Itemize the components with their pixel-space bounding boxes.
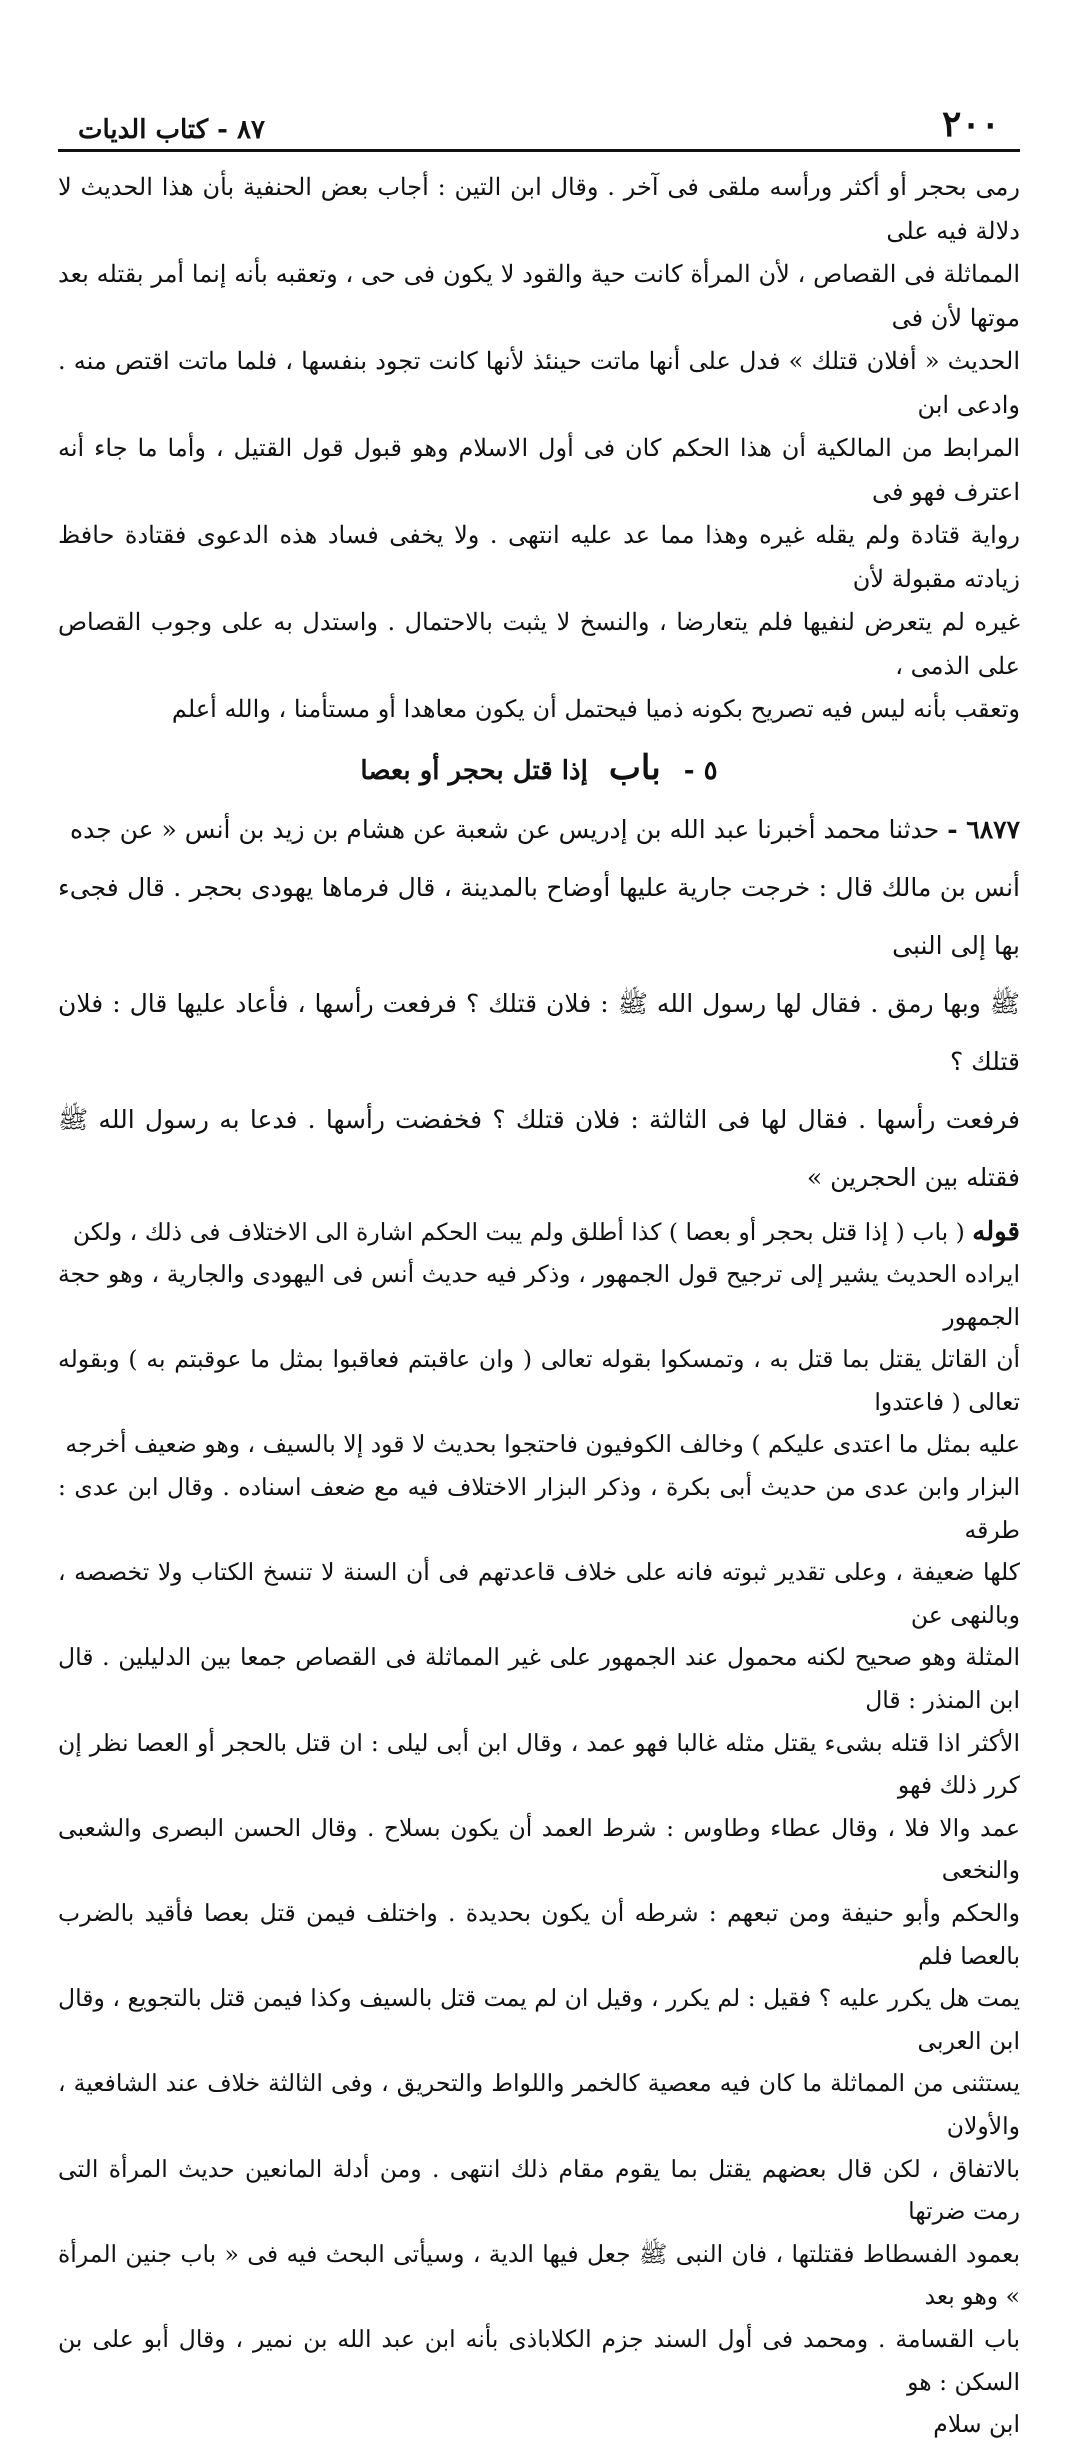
text-line: المثلة وهو صحيح لكنه محمول عند الجمهور على غير المماثلة فى القصاص جمعا بين الدليلين . قال ابن المنذر : قال <box>58 1643 1020 1715</box>
text-line: كلها ضعيفة ، وعلى تقدير ثبوته فانه على خلاف قاعدتهم فى أن السنة لا تنسخ الكتاب ولا تخصصه ، وبالنهى عن <box>58 1558 1020 1629</box>
text-line: البزار وابن عدى من حديث أبى بكرة ، وذكر البزار الاختلاف فيه مع ضعف اسناده . وقال ابن عدى : طرقه <box>58 1473 1020 1544</box>
text-line: يستثنى من المماثلة ما كان فيه معصية كالخمر واللواط والتحريق ، وفى الثالثة خلاف عند الشافعية ، والأولان <box>58 2069 1020 2140</box>
text-line: والحكم وأبو حنيفة ومن تبعهم : شرطه أن يكون بحديدة . واختلف فيمن قتل بعصا فأقيد بالضرب بالعصا فلم <box>58 1899 1020 1970</box>
page-number: ٢٠٠ <box>941 103 1000 145</box>
text-line: رمى بحجر أو أكثر ورأسه ملقى فى آخر . وقال ابن التين : أجاب بعض الحنفية بأن هذا الحديث لا دلالة فيه على <box>58 173 1020 245</box>
text-line: وتعقب بأنه ليس فيه تصريح بكونه ذميا فيحتمل أن يكون معاهدا أو مستأمنا ، والله أعلم <box>171 695 1020 723</box>
running-head <box>58 92 1020 152</box>
qawluhu-marker: قوله <box>972 1216 1020 1247</box>
text-line: عليه بمثل ما اعتدى عليكم ) وخالف الكوفيون فاحتجوا بحديث لا قود إلا بالسيف ، وهو ضعيف أخرجه <box>65 1430 1020 1459</box>
text-line: ابن سلام <box>933 2410 1020 2439</box>
text-line: أن القاتل يقتل بما قتل به ، وتمسكوا بقوله تعالى ( وان عاقبتم فعاقبوا بمثل ما عوقبتم به ) وبقوله تعالى ( فاعتدوا <box>58 1345 1020 1416</box>
text-line: المرابط من المالكية أن هذا الحكم كان فى أول الاسلام وهو قبول قول القتيل ، وأما ما جاء أنه اعترف فهو فى <box>58 434 1020 506</box>
text-line <box>58 801 1020 859</box>
text-line: عمد والا فلا ، وقال عطاء وطاوس : شرط العمد أن يكون بسلاح . وقال الحسن البصرى والشعبى والنخعى <box>58 1813 1020 1885</box>
text-line: الأكثر اذا قتله بشىء يقتل مثله غالبا فهو عمد ، وقال ابن أبى ليلى : ان قتل بالحجر أو العصا نظر إن كرر ذلك فهو <box>58 1728 1020 1800</box>
hadith-line: حدثنا محمد أخبرنا عبد الله بن إدريس عن شعبة عن هشام بن زيد بن أنس « عن جده <box>69 814 940 844</box>
chapter-heading <box>58 746 1020 793</box>
text-line: ﷺ وبها رمق . فقال لها رسول الله ﷺ : فلان قتلك ؟ فرفعت رأسها ، فأعاد عليها قال : فلان قتلك ؟ <box>58 988 1020 1076</box>
text-line: باب القسامة . ومحمد فى أول السند جزم الكلاباذى بأنه ابن عبد الله بن نمير ، وقال أبو على بن السكن : هو <box>58 2324 1020 2396</box>
chapter-bab: باب <box>608 747 661 788</box>
running-title: ٨٧ - كتاب الديات <box>78 115 265 145</box>
text-line: رواية قتادة ولم يقله غيره وهذا مما عد عليه انتهى . ولا يخفى فساد هذه الدعوى فقتادة حافظ زيادته مقبولة لأن <box>58 521 1020 593</box>
text-line: أنس بن مالك قال : خرجت جارية عليها أوضاح بالمدينة ، قال فرماها يهودى بحجر . قال فجىء بها إلى النبى <box>58 872 1020 960</box>
commentary-bottom <box>58 1211 1020 2446</box>
text-line <box>58 1211 1020 1254</box>
hadith-text <box>58 801 1020 1207</box>
text-line: غيره لم يتعرض لنفيها فلم يتعارضا ، والنسخ لا يثبت بالاحتمال . واستدل به على وجوب القصاص على الذمى ، <box>58 608 1020 680</box>
text-line: فرفعت رأسها . فقال لها فى الثالثة : فلان قتلك ؟ فخفضت رأسها . فدعا به رسول الله ﷺ فقتله بين الحجرين » <box>58 1104 1020 1192</box>
chapter-number: ٥ - <box>683 755 718 786</box>
text-line: ايراده الحديث يشير إلى ترجيح قول الجمهور ، وذكر فيه حديث أنس فى اليهودى والجارية ، وهو حجة الجمهور <box>58 1260 1020 1331</box>
text-line: بعمود الفسطاط فقتلتها ، فان النبى ﷺ جعل فيها الدية ، وسيأتى البحث فيه فى « باب جنين المرأة » وهو بعد <box>58 2239 1020 2311</box>
text-line: المماثلة فى القصاص ، لأن المرأة كانت حية والقود لا يكون فى حى ، وتعقبه بأنه إنما أمر بقتله بعد موتها لأن فى <box>58 260 1020 332</box>
book-page <box>58 92 1020 2439</box>
chapter-title: إذا قتل بحجر أو بعصا <box>360 755 588 786</box>
commentary-top <box>58 166 1020 732</box>
text-line: بالاتفاق ، لكن قال بعضهم يقتل بما يقوم مقام ذلك انتهى . ومن أدلة المانعين حديث المرأة التى رمت ضرتها <box>58 2154 1020 2226</box>
text-line: يمت هل يكرر عليه ؟ فقيل : لم يكرر ، وقيل ان لم يمت قتل بالسيف وكذا فيمن قتل بالتجويع ، وقال ابن العربى <box>58 1984 1020 2055</box>
commentary-line: ( باب ( إذا قتل بحجر أو بعصا ) كذا أطلق ولم يبت الحكم اشارة الى الاختلاف فى ذلك ، ولكن <box>72 1217 965 1246</box>
text-line: الحديث « أفلان قتلك » فدل على أنها ماتت حينئذ لأنها كانت تجود بنفسها ، فلما ماتت اقتص منه . وادعى ابن <box>58 347 1020 419</box>
hadith-number: ٦٨٧٧ - <box>947 814 1020 844</box>
